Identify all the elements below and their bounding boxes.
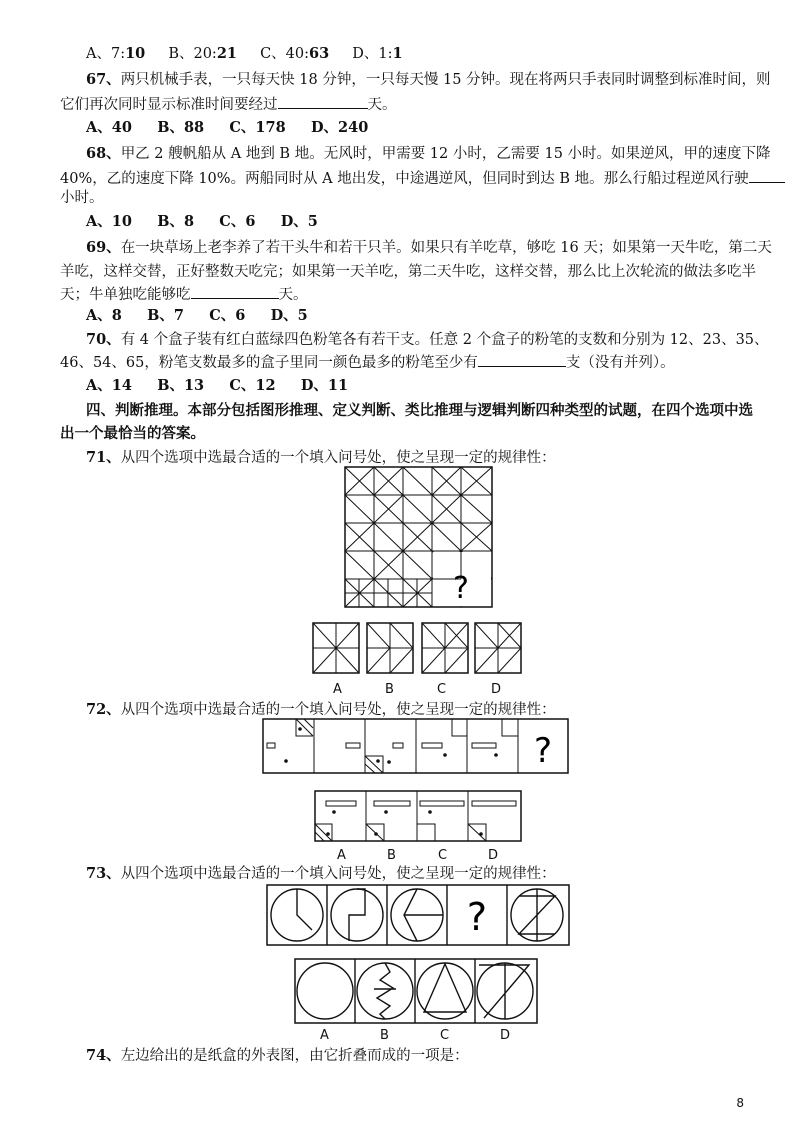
question-mark: ? <box>453 571 469 606</box>
option-label-b[interactable]: B <box>380 1028 389 1043</box>
q69-line1: 69、在一块草场上老李养了若干头牛和若干只羊。如果只有羊吃草，够吃 16 天；如果第一天牛吃，第二天 <box>86 239 772 256</box>
q73-prompt: 73、从四个选项中选最合适的一个填入问号处，使之呈现一定的规律性： <box>86 865 556 882</box>
q73-options-figure <box>294 958 540 1026</box>
q73-sequence-figure <box>266 884 572 948</box>
answer-blank[interactable] <box>478 352 566 367</box>
option-label-a[interactable]: A <box>337 848 346 863</box>
option-label-c[interactable]: C <box>440 1028 450 1043</box>
q72-prompt: 72、从四个选项中选最合适的一个填入问号处，使之呈现一定的规律性： <box>86 701 556 718</box>
q72-sequence-figure <box>262 718 570 776</box>
q69-options: A、8 B、7 C、6 D、5 <box>86 307 308 324</box>
option-label-b[interactable]: B <box>387 848 396 863</box>
option-label-d[interactable]: D <box>491 682 502 697</box>
option-label-a[interactable]: A <box>320 1028 329 1043</box>
q66-options: A、7:10 B、20:21 C、40:63 D、1:1 <box>86 45 403 62</box>
q71-grid-figure <box>344 466 494 610</box>
q72-options-figure <box>314 790 524 844</box>
q74-prompt: 74、左边给出的是纸盒的外表图，由它折叠而成的一项是： <box>86 1047 469 1064</box>
q71-prompt: 71、从四个选项中选最合适的一个填入问号处，使之呈现一定的规律性： <box>86 449 556 466</box>
option-label-d[interactable]: D <box>488 848 499 863</box>
option-label-c[interactable]: C <box>438 848 448 863</box>
q69-line2: 羊吃，这样交替，正好整数天吃完；如果第一天羊吃，第二天牛吃，这样交替，那么比上次轮流的做法多吃半 <box>60 264 756 280</box>
section-heading: 四、判断推理。本部分包括图形推理、定义判断、类比推理与逻辑判断四种类型的试题，在四个选项中选 <box>86 402 753 419</box>
answer-blank[interactable] <box>278 94 368 109</box>
section-heading-line2: 出一个最恰当的答案。 <box>60 425 205 442</box>
q68-line3: 小时。 <box>60 190 104 206</box>
q68-options: A、10 B、8 C、6 D、5 <box>86 213 318 230</box>
option-label-c[interactable]: C <box>437 682 447 697</box>
q70-line1: 70、有 4 个盒子装有红白蓝绿四色粉笔各有若干支。任意 2 个盒子的粉笔的支数和分别为 12、23、35、 <box>86 331 769 348</box>
option-label-d[interactable]: D <box>500 1028 511 1043</box>
q70-line2: 46、54、65，粉笔支数最多的盒子里同一颜色最多的粉笔至少有 支（没有并列）。 <box>60 352 675 373</box>
option-label-b[interactable]: B <box>385 682 394 697</box>
page-number: 8 <box>736 1096 744 1110</box>
q70-options: A、14 B、13 C、12 D、11 <box>86 377 349 394</box>
q69-line3: 天；牛单独吃能够吃 天。 <box>60 284 308 305</box>
answer-blank[interactable] <box>191 284 279 299</box>
q68-line2: 40%，乙的速度下降 10%。两船同时从 A 地出发，中途遇逆风，但同时到达 B 地。那么行船过程逆风行驶 <box>60 168 785 189</box>
question-mark: ? <box>466 895 488 939</box>
q68-line1: 68、甲乙 2 艘帆船从 A 地到 B 地。无风时，甲需要 12 小时，乙需要 15 小时。如果逆风，甲的速度下降 <box>86 145 771 162</box>
q67-line2: 它们再次同时显示标准时间要经过 天。 <box>60 94 397 115</box>
q67-options: A、40 B、88 C、178 D、240 <box>86 119 369 136</box>
question-mark: ? <box>533 731 553 771</box>
option-label-a[interactable]: A <box>333 682 342 697</box>
q71-options-figure <box>312 622 522 676</box>
answer-blank[interactable] <box>749 168 785 183</box>
q67-line1: 67、两只机械手表，一只每天快 18 分钟，一只每天慢 15 分钟。现在将两只手表同时调整到标准时间，则 <box>86 71 771 88</box>
